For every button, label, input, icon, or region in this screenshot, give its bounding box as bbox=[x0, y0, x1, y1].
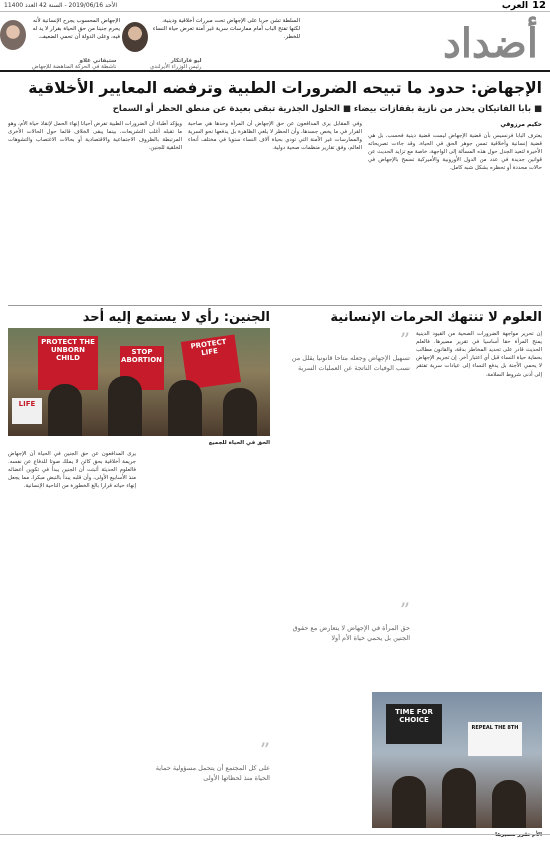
person-silhouette bbox=[168, 380, 202, 436]
article-column-3 bbox=[8, 120, 182, 302]
photo-sign: STOP ABORTION bbox=[120, 346, 164, 390]
article-text: وفي المقابل يرى المدافعون عن حق الإجهاض أن المرأة وحدها هي صاحبة القرار في ما يخص جسدها، وأن الحظر لا يلغي الظاهرة بل يدفعها نحو السرية والممارسات غير الآمنة التي تودي بحياة آلاف النساء سنويا في مختلف أنحاء العالم، وفق تقارير منظمات صحية دولية. bbox=[188, 121, 362, 152]
main-headline: الإجهاض: حدود ما تبيحه الضرورات الطبية وترفضه المعايير الأخلاقية bbox=[28, 79, 542, 97]
quote-author-2 bbox=[32, 58, 116, 70]
author-photo-2 bbox=[0, 20, 26, 50]
opinion-right-pullquote bbox=[280, 330, 410, 430]
article-text: ويؤكد أطباء أن الضرورات الطبية تفرض أحيانا إنهاء الحمل لإنقاذ حياة الأم، وهو ما تقبله أغلب التشريعات، بينما يبقى الخلاف قائما حول الحالات الأخرى المرتبطة بالظروف الاجتماعية والاقتصادية أو بحالات الاغتصاب والتشوهات الخلقية للجنين. bbox=[8, 121, 182, 152]
author-photo-1 bbox=[122, 22, 148, 52]
article-column-2 bbox=[188, 120, 362, 302]
author-role: ناشطة في الحركة المناهضة للإجهاض bbox=[32, 64, 117, 70]
article-text: يرى المدافعون عن حق الجنين في الحياة أن الإجهاض جريمة أخلاقية بحق كائن لا يملك صوتا للدفاع عن نفسه. فالعلوم الحديثة أثبتت أن الجنين يبدأ في تكوين أعضائه منذ الأسابيع الأولى، وأن قلبه يبدأ بالنبض مبكرا، مما يجعل إنهاء حياته قرارا بالغ الخطورة من الناحية الإنسانية. bbox=[8, 451, 136, 490]
page-footer bbox=[0, 834, 550, 844]
article-text: إن تحرير مواجهة الضرورات الصحية من القيود الدينية يمنح المرأة حقا أساسيا في تقرير مصيرها. فالعلم الحديث قادر على تحديد المخاطر بدقة، والقانون مطالب بحماية حياة النساء قبل أي اعتبار آخر. إن تجريم الإجهاض لا يحمي الأجنة بل يدفع النساء إلى عيادات سرية تفتقر إلى أدنى شروط السلامة. bbox=[416, 331, 542, 378]
person-silhouette bbox=[442, 768, 476, 828]
person-silhouette bbox=[108, 376, 142, 436]
author-name: ليو فاراتكار bbox=[170, 58, 202, 64]
person-silhouette bbox=[48, 384, 82, 436]
photo-sign: REPEAL THE 8TH bbox=[468, 722, 522, 756]
photo-sign: TIME FOR CHOICE bbox=[386, 704, 442, 744]
page-header bbox=[0, 14, 550, 72]
author-name: ستيفاني غلاو bbox=[79, 58, 117, 64]
opinion-left-text bbox=[8, 450, 136, 830]
section-title: أضداد bbox=[443, 20, 538, 67]
quote-mark-icon: ” bbox=[399, 600, 410, 622]
masthead bbox=[502, 0, 546, 11]
main-subheadline: ■ بابا الفاتيكان يحذر من نازية بقفازات بيضاء ■ الحلول الجذرية تبقى بعيدة عن منطق الحظر أو السماح bbox=[112, 104, 542, 114]
issue-info: الأحد 2019/06/16 - السنة 42 العدد 11400 bbox=[4, 2, 117, 9]
opinion-right-text bbox=[416, 330, 542, 690]
main-article bbox=[8, 120, 542, 302]
opinion-left-headline: الجنين: رأي لا يستمع إليه أحد bbox=[82, 310, 270, 325]
protest-photo-choice bbox=[372, 692, 542, 828]
opinion-right-pullquote-2 bbox=[280, 600, 410, 680]
person-silhouette bbox=[492, 780, 526, 828]
opinion-right-headline: العلوم لا تنتهك الحرمات الإنسانية bbox=[330, 310, 542, 325]
quote-author-1 bbox=[150, 58, 202, 70]
pull-quote: تسهيل الإجهاض وجعله متاحا قانونيا يقلل من نسب الوفيات الناتجة عن العمليات السرية bbox=[291, 354, 410, 372]
opinion-left bbox=[8, 310, 270, 329]
photo-caption: الحق في الحياة للجميع bbox=[208, 440, 270, 446]
article-text: يعترف البابا فرنسيس بأن قضية الإجهاض ليست قضية دينية فحسب، بل هي قضية إنسانية وأخلاقية تمس جوهر الحق في الحياة. وقد جاءت تصريحاته الأخيرة لتعيد الجدل حول هذه المسألة إلى الواجهة، خاصة مع تزايد الحديث عن قوانين جديدة في عدد من الدول الأوروبية والأميركية تسمح بالإجهاض في حالات محددة أو تحظره بشكل شبه كامل. bbox=[368, 133, 542, 172]
person-silhouette bbox=[392, 776, 426, 828]
photo-sign: PROTECT LIFE bbox=[181, 334, 241, 389]
byline: حكيم مرزوقي bbox=[500, 121, 542, 128]
pull-quote: على كل المجتمع أن يتحمل مسؤولية حماية الحياة منذ لحظاتها الأولى bbox=[155, 764, 270, 782]
brand-name: العرب bbox=[501, 0, 529, 11]
top-bar bbox=[0, 0, 550, 12]
quote-text: الإجهاض المحسوب يجرح الإنسانية لأنه يحرم جنينا من حق الحياة بقرار لا يد له فيه، وعلى الدولة أن تحمي الضعيف. bbox=[32, 18, 120, 40]
protest-photo-life bbox=[8, 328, 270, 436]
page-number: 12 bbox=[532, 0, 546, 11]
photo-caption: الأم تقرر مصيرها bbox=[495, 832, 542, 838]
quote-text: السلطة تشن حربا على الإجهاض تحت مبررات أخلاقية ودينية، لكنها تفتح الباب أمام ممارسات سرية غير آمنة تعرض حياة النساء للخطر. bbox=[152, 18, 300, 40]
author-role: رئيس الوزراء الأيرلندي bbox=[150, 64, 202, 70]
person-silhouette bbox=[223, 388, 257, 436]
photo-sign: PROTECT THE UNBORN CHILD bbox=[38, 336, 98, 390]
article-column-1 bbox=[368, 120, 542, 302]
quote-mark-icon: ” bbox=[259, 740, 270, 762]
opinion-left-pullquote bbox=[142, 740, 270, 830]
quote-mark-icon: ” bbox=[399, 330, 410, 352]
opinion-right bbox=[280, 310, 542, 329]
section-divider bbox=[8, 305, 542, 306]
photo-sign: LIFE bbox=[12, 398, 42, 424]
pull-quote: حق المرأة في الإجهاض لا يتعارض مع حقوق الجنين بل يحمي حياة الأم أولا bbox=[292, 624, 410, 642]
